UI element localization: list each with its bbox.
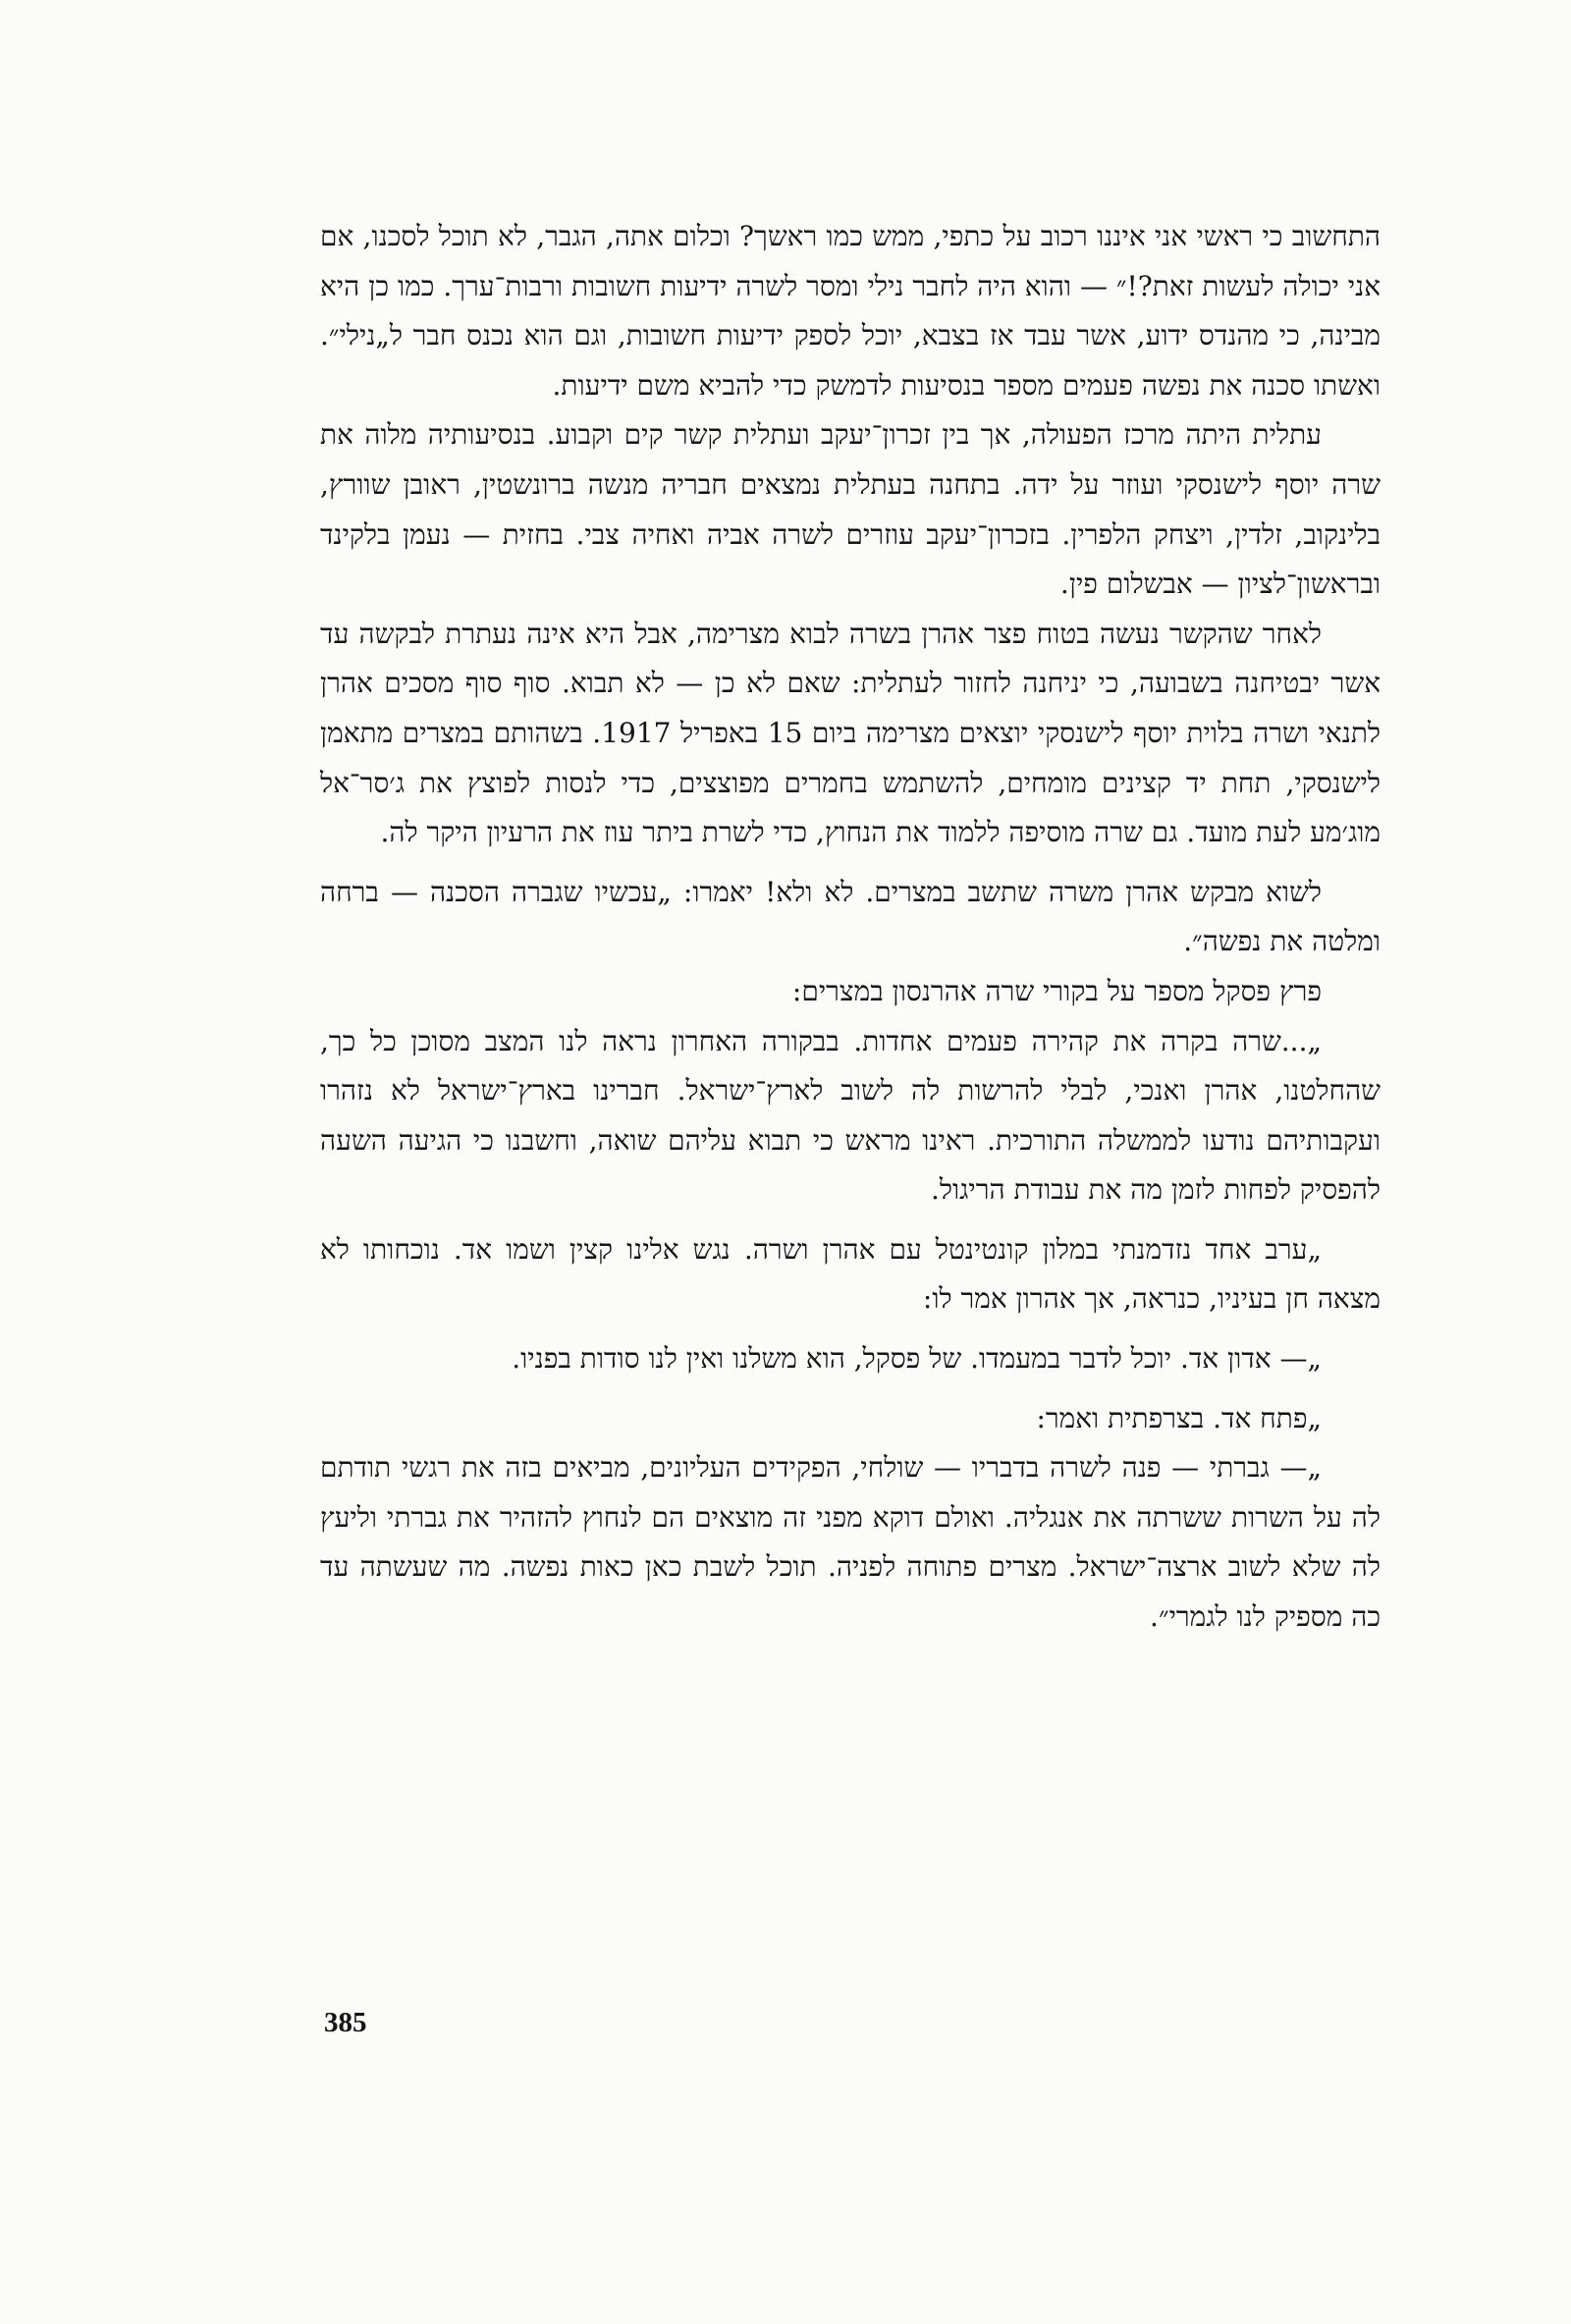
quote-paragraph-2: „ערב אחד נזדמנתי במלון קונטינטל עם אהרן ושרה. נגש אלינו קצין ושמו אד. נוכחותו לא מצאה חן בעיניו, כנראה, אך אהרון אמר לו:: [320, 1232, 1381, 1316]
quote-paragraph-3: „— אדון אד. יוכל לדבר במעמדו. של פסקל, הוא משלנו ואין לנו סודות בפניו.: [512, 1342, 1322, 1376]
body-text: [320, 212, 1381, 1643]
page-number: 385: [324, 2007, 367, 2038]
paragraph-2: עתלית היתה מרכז הפעולה, אך בין זכרון־יעקב ועתלית קשר קים וקבוע. בנסיעותיה מלוה את שרה יוסף לישנסקי ועוזר על ידה. בתחנה בעתלית נמצאים חבריה מנשה ברונשטין, ראובן שוורץ, בלינקוב, זלדין, ויצחק הלפרין. בזכרון־יעקב עוזרים לשרה אביה ואחיה צבי. בחזית — נעמן בלקינד ובראשון־לציון — אבשלום פין.: [320, 418, 1381, 601]
quote-paragraph-1: „...שרה בקרה את קהירה פעמים אחדות. בבקורה האחרון נראה לנו המצב מסוכן כל כך, שהחלטנו, אהרן ואנכי, לבלי להרשות לה לשוב לארץ־ישראל. חברינו בארץ־ישראל לא נזהרו ועקבותיהם נודעו לממשלה התורכית. ראינו מראש כי תבוא עליהם שואה, וחשבנו כי הגיעה השעה להפסיק לפחות לזמן מה את עבודת הריגול.: [320, 1024, 1381, 1207]
paragraph-5: פרץ פסקל מספר על בקורי שרה אהרנסון במצרים:: [791, 974, 1322, 1007]
paragraph-1: התחשוב כי ראשי אני איננו רכוב על כתפי, ממש כמו ראשך? וכלום אתה, הגבר, לא תוכל לסכנו, אם אני יכולה לעשות זאת?!״ — והוא היה לחבר נילי ומסר לשרה ידיעות חשובות ורבות־ערך. כמו כן היא מבינה, כי מהנדס ידוע, אשר עבד אז בצבא, יוכל לספק ידיעות חשובות, וגם הוא נכנס חבר ל„נילי״. ואשתו סכנה את נפשה פעמים מספר בנסיעות לדמשק כדי להביא משם ידיעות.: [320, 220, 1381, 402]
quote-paragraph-5: „— גברתי — פנה לשרה בדבריו — שולחי, הפקידים העליונים, מביאים בזה את רגשי תודתם לה על השרות ששרתה את אנגליה. ואולם דוקא מפני זה מוצאים הם לנחוץ להזהיר את גברתי וליעץ לה שלא לשוב ארצה־ישראל. מצרים פתוחה לפניה. תוכל לשבת כאן כאות נפשה. מה שעשתה עד כה מספיק לנו לגמרי״.: [320, 1451, 1381, 1634]
paragraph-3: לאחר שהקשר נעשה בטוח פצר אהרן בשרה לבוא מצרימה, אבל היא אינה נעתרת לבקשה עד אשר יבטיחנה בשבועה, כי יניחנה לחזור לעתלית: שאם לא כן — לא תבוא. סוף סוף מסכים אהרן לתנאי ושרה בלוית יוסף לישנסקי יוצאים מצרימה ביום 15 באפריל 1917. בשהותם במצרים מתאמן לישנסקי, תחת יד קצינים מומחים, להשתמש בחמרים מפוצצים, כדי לנסות לפוצץ את ג׳סר־אל מוג׳מע לעת מועד. גם שרה מוסיפה ללמוד את הנחוץ, כדי לשרת ביתר עוז את הרעיון היקר לה.: [320, 617, 1381, 849]
paragraph-4: לשוא מבקש אהרן משרה שתשב במצרים. לא ולא! יאמרו: „עכשיו שגברה הסכנה — ברחה ומלטה את נפשה״.: [320, 875, 1381, 958]
quote-paragraph-4: „פתח אד. בצרפתית ואמר:: [1036, 1401, 1322, 1434]
